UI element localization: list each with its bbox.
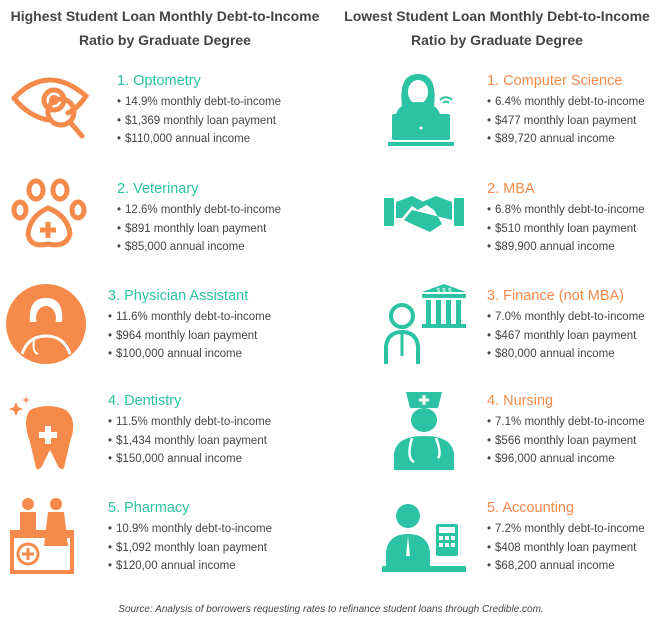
item-title: 5. Accounting xyxy=(487,500,575,516)
right-item-computer-science xyxy=(487,72,662,149)
left-item-dentistry xyxy=(108,392,338,469)
annual-income: • $150,000 annual income xyxy=(108,450,338,469)
right-item-mba xyxy=(487,180,662,257)
loan-payment: • $408 monthly loan payment xyxy=(487,539,662,558)
annual-income: • $100,000 annual income xyxy=(108,345,338,364)
left-item-veterinary xyxy=(117,180,347,257)
loan-payment: • $1,369 monthly loan payment xyxy=(117,112,347,131)
item-title: 2. Veterinary xyxy=(117,181,199,197)
title-line: Lowest Student Loan Monthly Debt-to-Income xyxy=(344,8,650,24)
item-title: 1. Optometry xyxy=(117,73,201,89)
pharmacy-counter-icon xyxy=(6,496,90,580)
item-title: 1. Computer Science xyxy=(487,73,623,89)
left-item-physician-assistant xyxy=(108,287,338,364)
nurse-icon xyxy=(384,388,468,472)
debt-to-income: • 11.5% monthly debt-to-income xyxy=(108,413,338,432)
title-line: Ratio by Graduate Degree xyxy=(79,32,251,48)
doctor-avatar-icon xyxy=(4,282,88,366)
debt-to-income: • 7.0% monthly debt-to-income xyxy=(487,308,662,327)
item-title: 3. Finance (not MBA) xyxy=(487,288,624,304)
item-title: 3. Physician Assistant xyxy=(108,288,249,304)
item-title: 2. MBA xyxy=(487,181,535,197)
laptop-user-icon xyxy=(382,66,466,150)
right-item-finance xyxy=(487,287,662,364)
debt-to-income: • 7.2% monthly debt-to-income xyxy=(487,520,662,539)
item-title: 5. Pharmacy xyxy=(108,500,190,516)
loan-payment: • $891 monthly loan payment xyxy=(117,220,347,239)
debt-to-income: • 14.9% monthly debt-to-income xyxy=(117,93,347,112)
loan-payment: • $477 monthly loan payment xyxy=(487,112,662,131)
paw-medical-icon xyxy=(8,176,92,260)
svg-text:$ $ $: $ $ $ xyxy=(436,288,452,295)
left-item-pharmacy xyxy=(108,499,338,576)
debt-to-income: • 12.6% monthly debt-to-income xyxy=(117,201,347,220)
annual-income: • $110,000 annual income xyxy=(117,130,347,149)
title-line: Ratio by Graduate Degree xyxy=(411,32,583,48)
loan-payment: • $467 monthly loan payment xyxy=(487,327,662,346)
loan-payment: • $510 monthly loan payment xyxy=(487,220,662,239)
right-item-accounting xyxy=(487,499,662,576)
loan-payment: • $566 monthly loan payment xyxy=(487,432,662,451)
annual-income: • $96,000 annual income xyxy=(487,450,662,469)
left-item-optometry xyxy=(117,72,347,149)
item-title: 4. Dentistry xyxy=(108,393,182,409)
annual-income: • $80,000 annual income xyxy=(487,345,662,364)
debt-to-income: • 10.9% monthly debt-to-income xyxy=(108,520,338,539)
handshake-icon xyxy=(382,174,466,258)
banker-icon xyxy=(382,282,466,366)
loan-payment: • $1,092 monthly loan payment xyxy=(108,539,338,558)
annual-income: • $68,200 annual income xyxy=(487,557,662,576)
debt-to-income: • 6.8% monthly debt-to-income xyxy=(487,201,662,220)
annual-income: • $85,000 annual income xyxy=(117,238,347,257)
left-column-title xyxy=(0,4,330,52)
tooth-icon xyxy=(8,390,92,474)
right-item-nursing xyxy=(487,392,662,469)
accountant-icon xyxy=(382,494,466,578)
debt-to-income: • 6.4% monthly debt-to-income xyxy=(487,93,662,112)
annual-income: • $89,900 annual income xyxy=(487,238,662,257)
loan-payment: • $1,434 monthly loan payment xyxy=(108,432,338,451)
item-title: 4. Nursing xyxy=(487,393,554,409)
debt-to-income: • 7.1% monthly debt-to-income xyxy=(487,413,662,432)
title-line: Highest Student Loan Monthly Debt-to-Income xyxy=(10,8,320,24)
eye-magnifier-icon xyxy=(8,68,92,152)
source-note: Source: Analysis of borrowers requesting rates to refinance student loans through Credible.com. xyxy=(118,604,544,615)
loan-payment: • $964 monthly loan payment xyxy=(108,327,338,346)
debt-to-income: • 11.6% monthly debt-to-income xyxy=(108,308,338,327)
annual-income: • $120,00 annual income xyxy=(108,557,338,576)
right-column-title xyxy=(332,4,662,52)
annual-income: • $89,720 annual income xyxy=(487,130,662,149)
